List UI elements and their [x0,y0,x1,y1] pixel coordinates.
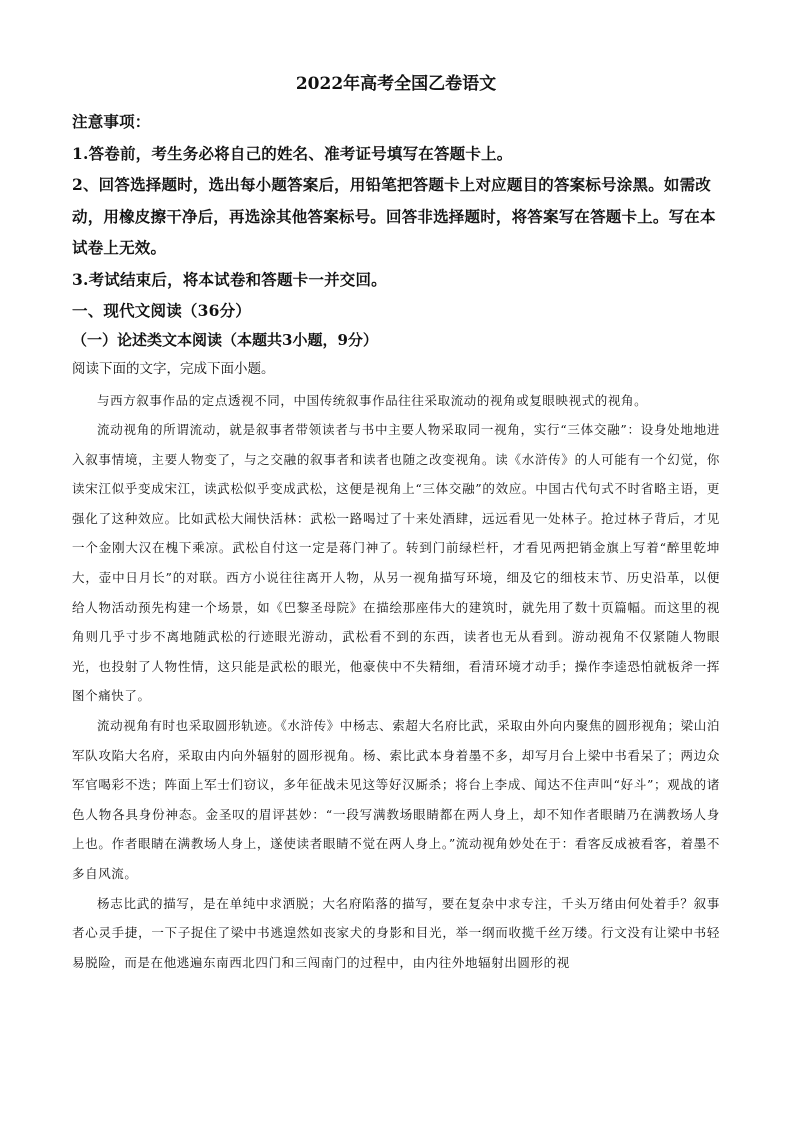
notice-item-1: 1.答卷前，考生务必将自己的姓名、准考证号填写在答题卡上。 [72,143,513,163]
subsection-heading: （一）论述类文本阅读（本题共3小题，9分） [72,330,378,349]
section-heading: 一、现代文阅读（36分） [72,301,251,320]
notice-item-3: 3.考试结束后，将本试卷和答题卡一并交回。 [72,269,387,289]
notice-heading: 注意事项： [72,112,151,131]
passage-paragraph-2: 流动视角的所谓流动，就是叙事者带领读者与书中主要人物采取同一视角，实行“三体交融”：设身处地地进入叙事情境，主要人物变了，与之交融的叙事者和读者也随之改变视角。读《水浒传》的人可能有一个幻觉，你读宋江似乎变成宋江，读武松似乎变成武松，这便是视角上“三体交融”的效应。中国古代句式不时省略主语，更强化了这种效应。比如武松大闹快活林：武松一路喝过了十来处酒肆，远远看见一处林子。抢过林子背后，才见一个金刚大汉在槐下乘凉。武松自付这一定是蒋门神了。转到门前绿栏杆，才看见两把销金旗上写着“醉里乾坤大，壶中日月长”的对联。西方小说往往离开人物，从另一视角描写环境，细及它的细枝末节、历史沿革，以便给人物活动预先构建一个场景，如《巴黎圣母院》在描绘那座伟大的建筑时，就先用了数十页篇幅。而这里的视角则几乎寸步不离地随武松的行迹眼光游动，武松看不到的东西，读者也无从看到。游动视角不仅紧随人物眼光，也投射了人物性情，这只能是武松的眼光，他豪侠中不失精细，看清环境才动手；操作李逵恐怕就板斧一挥图个痛快了。 [72,422,720,704]
passage-paragraph-4: 杨志比武的描写，是在单纯中求洒脱；大名府陷落的描写，要在复杂中求专注，千头万绪由何处着手？叙事者心灵手捷，一下子捉住了梁中书逃遑然如丧家犬的身影和目光，举一纲而收揽千丝万缕。行文没有让梁中书轻易脱险，而是在他逃遍东南西北四门和三闯南门的过程中，由内往外地辐射出圆形的视 [72,895,720,970]
page-title: 2022年高考全国乙卷语文 [295,74,497,94]
passage-paragraph-3: 流动视角有时也采取圆形轨迹。《水浒传》中杨志、索超大名府比武，采取由外向内聚焦的圆形视角；梁山泊军队攻陷大名府，采取由内向外辐射的圆形视角。杨、索比武本身着墨不多，却写月台上梁中书看呆了；两边众军官喝彩不迭；阵面上军士们窃议，多年征战未见这等好汉厮杀；将台上李成、闻达不住声叫“好斗”；观战的诸色人物各具身份神态。金圣叹的眉评甚妙：“一段写满教场眼睛都在两人身上，却不知作者眼睛乃在满教场人身上也。作者眼睛在满教场人身上，遂使读者眼睛不觉在两人身上。”流动视角妙处在于：看客反成被看客，着墨不多自风流。 [72,718,720,881]
reading-instruction: 阅读下面的文字，完成下面小题。 [72,360,275,377]
notice-item-2: 2、回答选择题时，选出每小题答案后，用铅笔把答题卡上对应题目的答案标号涂黑。如需改动，用橡皮擦干净后，再选涂其他答案标号。回答非选择题时，将答案写在答题卡上。写在本试卷上无效。 [72,175,716,257]
exam-page [72,72,720,977]
passage-paragraph-1: 与西方叙事作品的定点透视不同，中国传统叙事作品往往采取流动的视角或复眼映视式的视角。 [97,392,648,408]
